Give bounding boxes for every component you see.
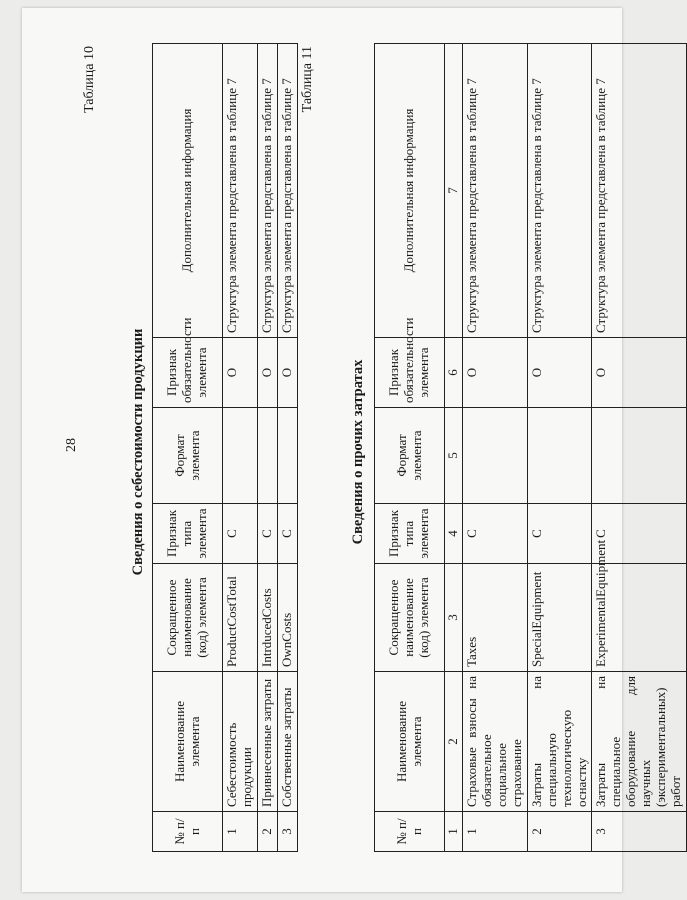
table-row <box>257 44 277 852</box>
cell-element-name: Себестоимость продукции <box>223 672 258 812</box>
header-cell: Сокращенное наименование (код) элемента <box>153 564 223 672</box>
cell-format <box>592 408 687 504</box>
cell-element-name: Затраты на специальную технологическую оснастку <box>527 672 592 812</box>
column-index: 6 <box>445 338 463 408</box>
cell-number: 3 <box>277 812 297 852</box>
table-header-row <box>153 44 223 852</box>
header-cell: № п/п <box>375 812 445 852</box>
document-page <box>22 8 684 892</box>
table-10-label: Таблица 10 <box>82 46 97 113</box>
cell-element-code: OwnCosts <box>277 564 297 672</box>
page-number: 28 <box>64 438 79 452</box>
header-cell: Наименование элемента <box>375 672 445 812</box>
cell-info: Структура элемента представлена в таблице 7 <box>527 44 592 338</box>
header-cell: Дополнительная информация <box>375 44 445 338</box>
cell-type: С <box>223 504 258 564</box>
cell-element-name: Привнесенные затраты <box>257 672 277 812</box>
cell-type: С <box>257 504 277 564</box>
table-row <box>592 44 687 852</box>
cell-element-code: ProductCostTotal <box>223 564 258 672</box>
cell-required: О <box>277 338 297 408</box>
cell-info: Структура элемента представлена в таблице 7 <box>592 44 687 338</box>
cell-info: Структура элемента представлена в таблице 7 <box>277 44 297 338</box>
cell-number: 1 <box>462 812 527 852</box>
cell-element-code: SpecialEquipment <box>527 564 592 672</box>
table-10 <box>152 43 298 852</box>
header-cell: Признак типа элемента <box>375 504 445 564</box>
cell-format <box>257 408 277 504</box>
cell-required: О <box>592 338 687 408</box>
cell-number: 1 <box>223 812 258 852</box>
cell-format <box>223 408 258 504</box>
rotated-page-content <box>22 8 684 892</box>
column-index: 3 <box>445 564 463 672</box>
column-index-row <box>445 44 463 852</box>
cell-required: О <box>223 338 258 408</box>
cell-type: С <box>527 504 592 564</box>
cell-type: С <box>592 504 687 564</box>
cell-format <box>462 408 527 504</box>
cell-info: Структура элемента представлена в таблице 7 <box>462 44 527 338</box>
cell-required: О <box>257 338 277 408</box>
column-index: 4 <box>445 504 463 564</box>
cell-element-name: Затраты на специальное оборудование для научных (экспериментальных) работ <box>592 672 687 812</box>
header-cell: Сокращенное наименование (код) элемента <box>375 564 445 672</box>
cell-number: 2 <box>527 812 592 852</box>
cell-format <box>527 408 592 504</box>
table-row <box>277 44 297 852</box>
cell-type: С <box>277 504 297 564</box>
header-cell: Формат элемента <box>153 408 223 504</box>
column-index: 5 <box>445 408 463 504</box>
cell-info: Структура элемента представлена в таблице 7 <box>257 44 277 338</box>
column-index: 2 <box>445 672 463 812</box>
cell-type: С <box>462 504 527 564</box>
header-cell: Признак обязательности элемента <box>375 338 445 408</box>
table-row <box>223 44 258 852</box>
header-cell: Дополнительная информация <box>153 44 223 338</box>
cell-info: Структура элемента представлена в таблице 7 <box>223 44 258 338</box>
header-cell: Признак типа элемента <box>153 504 223 564</box>
cell-number: 3 <box>592 812 687 852</box>
column-index: 7 <box>445 44 463 338</box>
cell-format <box>277 408 297 504</box>
column-index: 1 <box>445 812 463 852</box>
table-row <box>462 44 527 852</box>
table-11 <box>374 43 687 852</box>
table-11-label: Таблица 11 <box>300 46 315 113</box>
cell-element-code: IntrducedCosts <box>257 564 277 672</box>
table-11-title: Сведения о прочих затратах <box>350 359 366 545</box>
header-cell: Признак обязательности элемента <box>153 338 223 408</box>
cell-element-name: Собственные затраты <box>277 672 297 812</box>
table-10-title: Сведения о себестоимости продукции <box>130 328 146 576</box>
header-cell: № п/п <box>153 812 223 852</box>
cell-element-name: Страховые взносы на обязательное социальное страхование <box>462 672 527 812</box>
cell-element-code: Taxes <box>462 564 527 672</box>
table-header-row <box>375 44 445 852</box>
header-cell: Формат элемента <box>375 408 445 504</box>
table-row <box>527 44 592 852</box>
header-cell: Наименование элемента <box>153 672 223 812</box>
cell-required: О <box>462 338 527 408</box>
cell-number: 2 <box>257 812 277 852</box>
cell-element-code: ExperimentalEquipment <box>592 564 687 672</box>
cell-required: О <box>527 338 592 408</box>
